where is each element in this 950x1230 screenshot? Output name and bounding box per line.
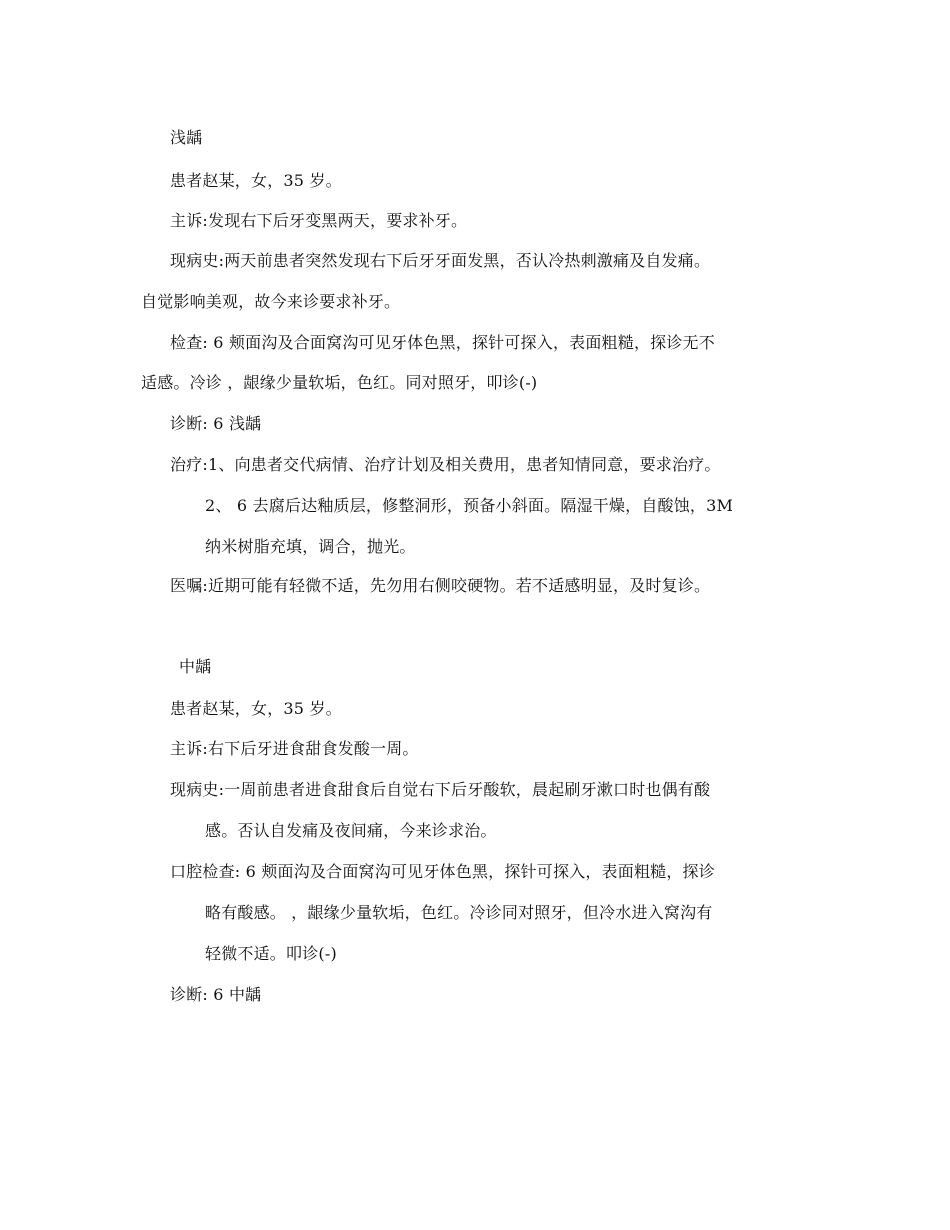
section-title-shallow-caries: 浅龋 (170, 128, 203, 147)
section-title-medium-caries: 中龋 (179, 657, 212, 676)
patient-info: 患者赵某，女，35 岁。 (170, 171, 342, 190)
diagnosis: 诊断: 6 中龋 (170, 985, 262, 1004)
examination-line-1: 口腔检查: 6 颊面沟及合面窝沟可见牙体色黑，探针可探入，表面粗糙，探诊 (170, 862, 715, 881)
present-illness-line-2: 自觉影响美观，故今来诊要求补牙。 (141, 292, 401, 311)
examination-line-2: 略有酸感。 ，龈缘少量软垢，色红。冷诊同对照牙，但冷水进入窝沟有 (205, 903, 713, 922)
treatment-line-3: 纳米树脂充填，调合，抛光。 (205, 537, 416, 556)
present-illness-line-2: 感。否认自发痛及夜间痛，今来诊求治。 (205, 821, 497, 840)
patient-info: 患者赵某，女，35 岁。 (170, 699, 342, 718)
diagnosis: 诊断: 6 浅龋 (170, 414, 262, 433)
chief-complaint: 主诉:发现右下后牙变黑两天，要求补牙。 (170, 211, 468, 230)
examination-line-3: 轻微不适。叩诊(-) (205, 944, 337, 963)
present-illness-line-1: 现病史:两天前患者突然发现右下后牙牙面发黑，否认冷热刺激痛及自发痛。 (170, 251, 711, 270)
chief-complaint: 主诉:右下后牙进食甜食发酸一周。 (170, 739, 419, 758)
treatment-line-1: 治疗:1、向患者交代病情、治疗计划及相关费用，患者知情同意，要求治疗。 (170, 455, 721, 474)
examination-line-1: 检查: 6 颊面沟及合面窝沟可见牙体色黑，探针可探入，表面粗糙，探诊无不 (170, 333, 715, 352)
examination-line-2: 适感。冷诊 ，龈缘少量软垢，色红。同对照牙，叩诊(-) (141, 373, 538, 392)
present-illness-line-1: 现病史:一周前患者进食甜食后自觉右下后牙酸软，晨起刷牙漱口时也偶有酸 (170, 780, 711, 799)
treatment-line-2: 2、 6 去腐后达釉质层，修整洞形，预备小斜面。隔湿干燥，自酸蚀，3M (205, 496, 734, 515)
medical-advice: 医嘱:近期可能有轻微不适，先勿用右侧咬硬物。若不适感明显，及时复诊。 (170, 576, 711, 595)
